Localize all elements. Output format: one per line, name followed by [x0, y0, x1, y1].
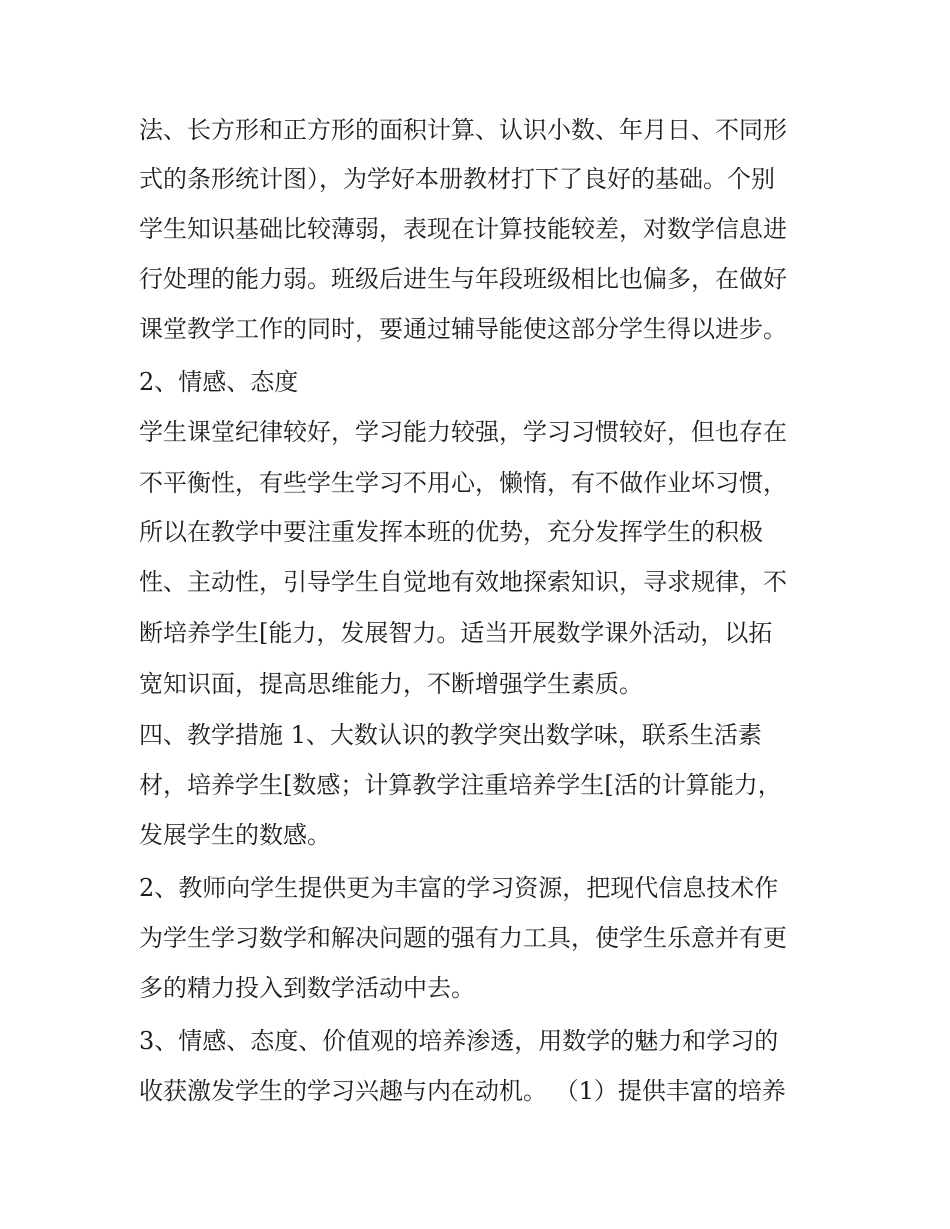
text-line-17: 为学生学习数学和解决问题的强有力工具，使学生乐意并有更	[139, 924, 787, 952]
text-line-15: 发展学生的数感。	[139, 821, 331, 849]
text-line-10: 性、主动性，引导学生自觉地有效地探索知识，寻求规律，不	[139, 568, 787, 596]
text-line-5: 课堂教学工作的同时，要通过辅导能使这部分学生得以进步。	[139, 315, 787, 343]
text-line-2: 式的条形统计图），为学好本册教材打下了良好的基础。个别	[139, 165, 775, 193]
text-line-20: 收获激发学生的学习兴趣与内在动机。 （1）提供丰富的培养	[139, 1077, 786, 1105]
text-line-16: 2、教师向学生提供更为丰富的学习资源，把现代信息技术作	[139, 874, 779, 902]
text-line-11: 断培养学生[能力，发展智力。适当开展数学课外活动，以拓	[139, 619, 773, 647]
text-line-7: 学生课堂纪律较好，学习能力较强，学习习惯较好，但也存在	[139, 418, 787, 446]
text-line-1: 法、长方形和正方形的面积计算、认识小数、年月日、不同形	[139, 116, 787, 144]
text-line-14: 材，培养学生[数感；计算教学注重培养学生[活的计算能力，	[139, 771, 782, 799]
section-heading-emotion-attitude: 2、情感、态度	[139, 368, 299, 396]
text-line-12: 宽知识面，提高思维能力，不断增强学生素质。	[139, 670, 643, 698]
text-line-18: 多的精力投入到数学活动中去。	[139, 974, 475, 1002]
text-line-3: 学生知识基础比较薄弱，表现在计算技能较差，对数学信息进	[139, 215, 787, 243]
text-line-19: 3、情感、态度、价值观的培养渗透，用数学的魅力和学习的	[139, 1027, 779, 1055]
text-line-9: 所以在教学中要注重发挥本班的优势，充分发挥学生的积极	[139, 518, 763, 546]
text-line-8: 不平衡性，有些学生学习不用心，懒惰，有不做作业坏习惯，	[139, 469, 787, 497]
section-heading-teaching-measures: 四、教学措施 1、大数认识的教学突出数学味，联系生活素	[139, 721, 762, 749]
text-line-4: 行处理的能力弱。班级后进生与年段班级相比也偏多，在做好	[139, 265, 787, 293]
